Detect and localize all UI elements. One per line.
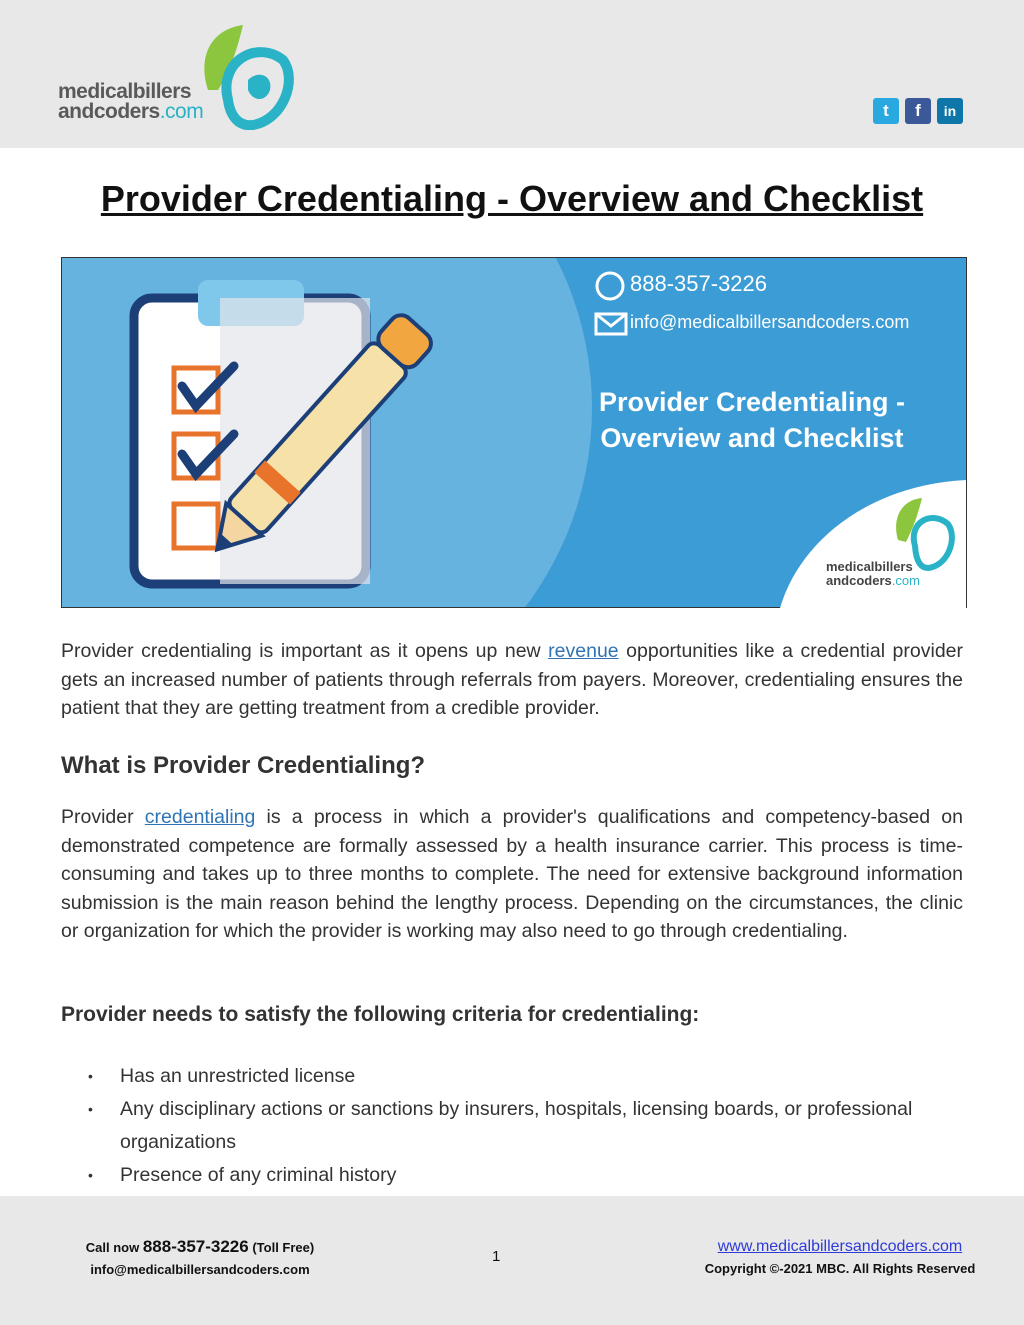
list-item: • Has an unrestricted license — [61, 1060, 921, 1093]
intro-paragraph: Provider credentialing is important as it opens up new revenue opportunities like a credential provider gets an increased number of patients through referrals from payers. Moreover, credentialing ensures the patient that they are getting treatment from a credible provider. — [61, 640, 964, 720]
banner-title: Provider Credentialing - Overview and Checklist — [598, 387, 906, 453]
banner-phone: 888-357-3226 — [630, 271, 768, 296]
facebook-icon[interactable]: f — [905, 98, 931, 124]
banner-email: info@medicalbillersandcoders.com — [630, 312, 910, 332]
website-link[interactable]: www.medicalbillersandcoders.com — [717, 1238, 963, 1255]
section-heading-criteria: Provider needs to satisfy the following criteria for credentialing: — [61, 1003, 700, 1026]
criteria-list — [61, 1060, 921, 1192]
twitter-icon[interactable]: t — [873, 98, 899, 124]
credentialing-link[interactable]: credentialing — [144, 806, 256, 828]
page-number: 1 — [492, 1248, 501, 1265]
list-item: • Any disciplinary actions or sanctions by insurers, hospitals, licensing boards, or professional organizations — [61, 1093, 921, 1159]
page-title: Provider Credentialing - Overview and Checklist — [100, 178, 924, 219]
footer-contact: Call now 888-357-3226 (Toll Free) info@medicalbillersandcoders.com — [85, 1237, 315, 1277]
banner-logo-text: medicalbillers andcoders.com — [826, 559, 920, 588]
linkedin-icon[interactable]: in — [937, 98, 963, 124]
logo-wordmark: medicalbillers andcoders.com — [58, 80, 204, 123]
copyright-text: Copyright ©-2021 MBC. All Rights Reserved — [704, 1261, 976, 1276]
page-footer — [0, 1196, 1024, 1325]
banner-logo-badge — [780, 480, 966, 608]
list-item: • Presence of any criminal history — [61, 1159, 921, 1192]
company-logo[interactable] — [58, 20, 298, 130]
definition-paragraph: Provider credentialing is a process in which a provider's qualifications and competency-based on demonstrated competence are formally assessed by a health insurance carrier. This process is time-consuming and takes up to three months to complete. The need for extensive background information submission is the main reason behind the lengthy process. Depending on the circumstances, the clinic or organization for which the provider is working may also need to go through credentialing. — [61, 806, 964, 943]
revenue-link[interactable]: revenue — [548, 640, 619, 662]
footer-phone: 888-357-3226 — [142, 1237, 249, 1256]
footer-site — [680, 1236, 1000, 1280]
footer-email: info@medicalbillersandcoders.com — [90, 1262, 310, 1277]
page-header — [0, 0, 1024, 148]
section-heading-what-is: What is Provider Credentialing? — [61, 752, 426, 779]
